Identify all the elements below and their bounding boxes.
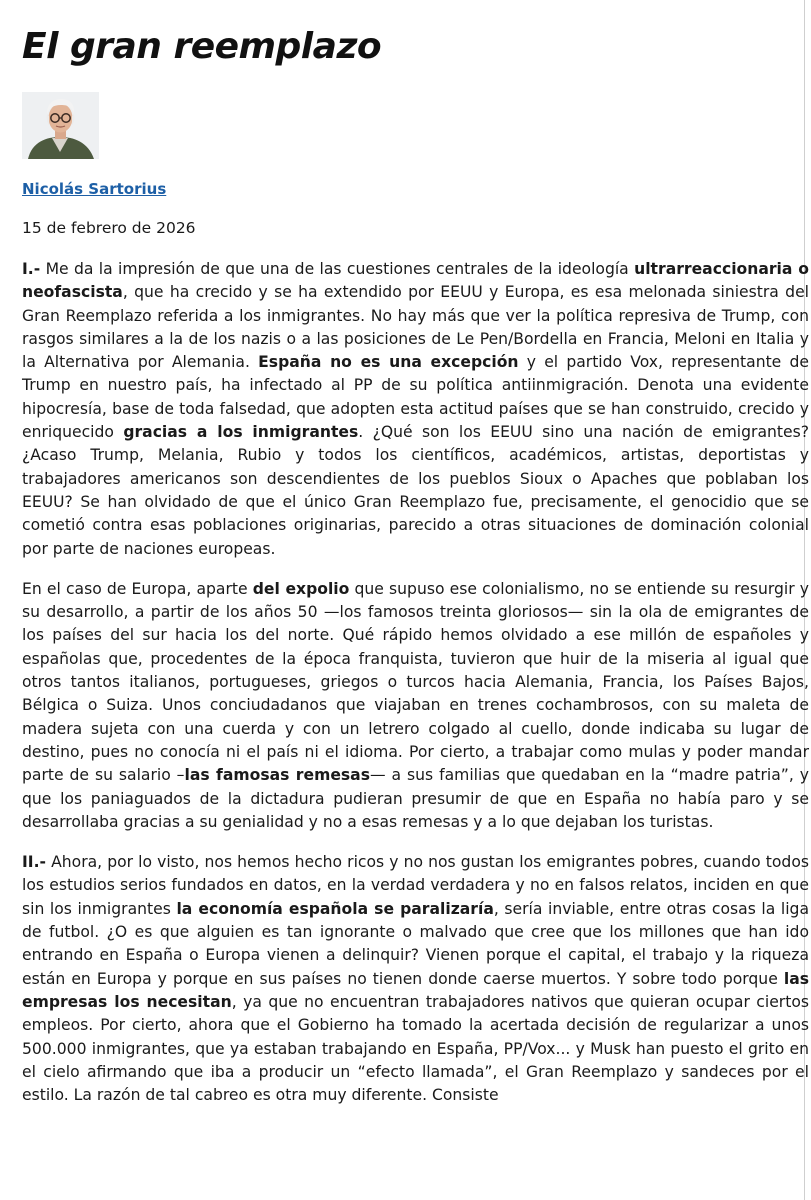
text-run: , ya que no encuentran trabajadores nativos que quieran ocupar ciertos empleos. Por cierto, ahora que el Gobierno ha tomado la acertada decisión de regularizar a unos 500.000 inmigrantes, que ya estaban trabajando en España, PP/Vox... y Musk han puesto el grito en el cielo afirmando que iba a producir un “efecto llamada”, el Gran Reemplazo y sandeces por el estilo. La razón de tal cabreo es otra muy diferente. Consiste (22, 992, 809, 1105)
text-run: . ¿Qué son los EEUU sino una nación de emigrantes? ¿Acaso Trump, Melania, Rubio y todos los científicos, académicos, artistas, deportistas y trabajadores americanos son descendientes de los pueblos Sioux o Apaches que poblaban los EEUU? Se han olvidado de que el único Gran Reemplazo fue, precisamente, el genocidio que se cometió contra esas poblaciones originarias, parecido a otras situaciones de dominación colonial por parte de naciones europeas. (22, 423, 809, 558)
article-body (22, 258, 809, 1124)
text-run: , que ha crecido y se ha extendido por EEUU y Europa, es esa melonada siniestra del Gran Reemplazo referida a los inmigrantes. No hay más que ver la política represiva de Trump, con rasgos similares a la de los nazis o a las posiciones de Le Pen/Bordella en Francia, Meloni en Italia y la Alternativa por Alemania. (22, 283, 809, 372)
bold-phrase: II.- (22, 853, 46, 872)
bold-phrase: las famosas remesas (184, 766, 370, 785)
author-link[interactable]: Nicolás Sartorius (22, 180, 167, 198)
text-run: — a sus familias que quedaban en la “madre patria”, y que los paniaguados de la dictadura pudieran presumir de que en España no había paro y se desarrollaba gracias a su genialidad y no a esas remesas y a lo que dejaban los turistas. (22, 766, 810, 831)
publish-date: 15 de febrero de 2026 (22, 219, 196, 237)
bold-phrase: ultrarreaccionaria o neofascista (22, 260, 809, 302)
text-run: que supuso ese colonialismo, no se entiende su resurgir y su desarrollo, a partir de los años 50 —los famosos treinta gloriosos— sin la ola de emigrantes de los países del sur hacia los del norte. Qué rápido hemos olvidado a ese millón de españoles y españolas que, procedentes de la época franquista, tuvieron que huir de la miseria al igual que otros tantos italianos, portugueses, griegos o turcos hacia Alemania, Francia, los Países Bajos, Bélgica o Suiza. Unos conciudadanos que viajaban en trenes cochambrosos, con su maleta de madera sujeta con una cuerda y con un letrero colgado al cuello, donde indicaba su lugar de destino, pues no conocía ni el país ni el idioma. Por cierto, a trabajar como mulas y poder mandar parte de su salario – (22, 579, 809, 785)
bold-phrase: del expolio (252, 579, 350, 598)
bold-phrase: gracias a los inmigrantes (123, 423, 359, 442)
bold-phrase: la economía española se paralizaría (176, 899, 494, 918)
text-run: , sería inviable, entre otras cosas la liga de futbol. ¿O es que alguien es tan ignorante o malvado que cree que los millones que han ido entrando en España o Europa vienen a delinquir? Vienen porque el capital, el trabajo y la riqueza están en Europa y porque en sus países no tienen donde caerse muertos. Y sobre todo porque (22, 899, 810, 988)
text-run: En el caso de Europa, aparte (22, 579, 253, 598)
article-paragraph (22, 258, 809, 561)
text-run: y el partido Vox, representante de Trump en nuestro país, ha infectado al PP de su política antiinmigración. Denota una evidente hipocresía, base de toda falsedad, que adopten esta actitud países que se han construido, crecido y enriquecido (22, 353, 809, 442)
article-paragraph (22, 578, 809, 834)
bold-phrase: las empresas los necesitan (22, 969, 809, 1011)
author-avatar (22, 92, 99, 159)
article-paragraph (22, 851, 809, 1107)
text-run: Ahora, por lo visto, nos hemos hecho ricos y no nos gustan los emigrantes pobres, cuando todos los estudios serios fundados en datos, en la verdad verdadera y no en falsos relatos, inciden en que sin los inmigrantes (22, 853, 809, 918)
bold-phrase: España no es una excepción (258, 353, 519, 372)
article-title: El gran reemplazo (22, 26, 382, 67)
bold-phrase: I.- (22, 260, 41, 278)
text-run: Me da la impresión de que una de las cuestiones centrales de la ideología (40, 260, 635, 278)
